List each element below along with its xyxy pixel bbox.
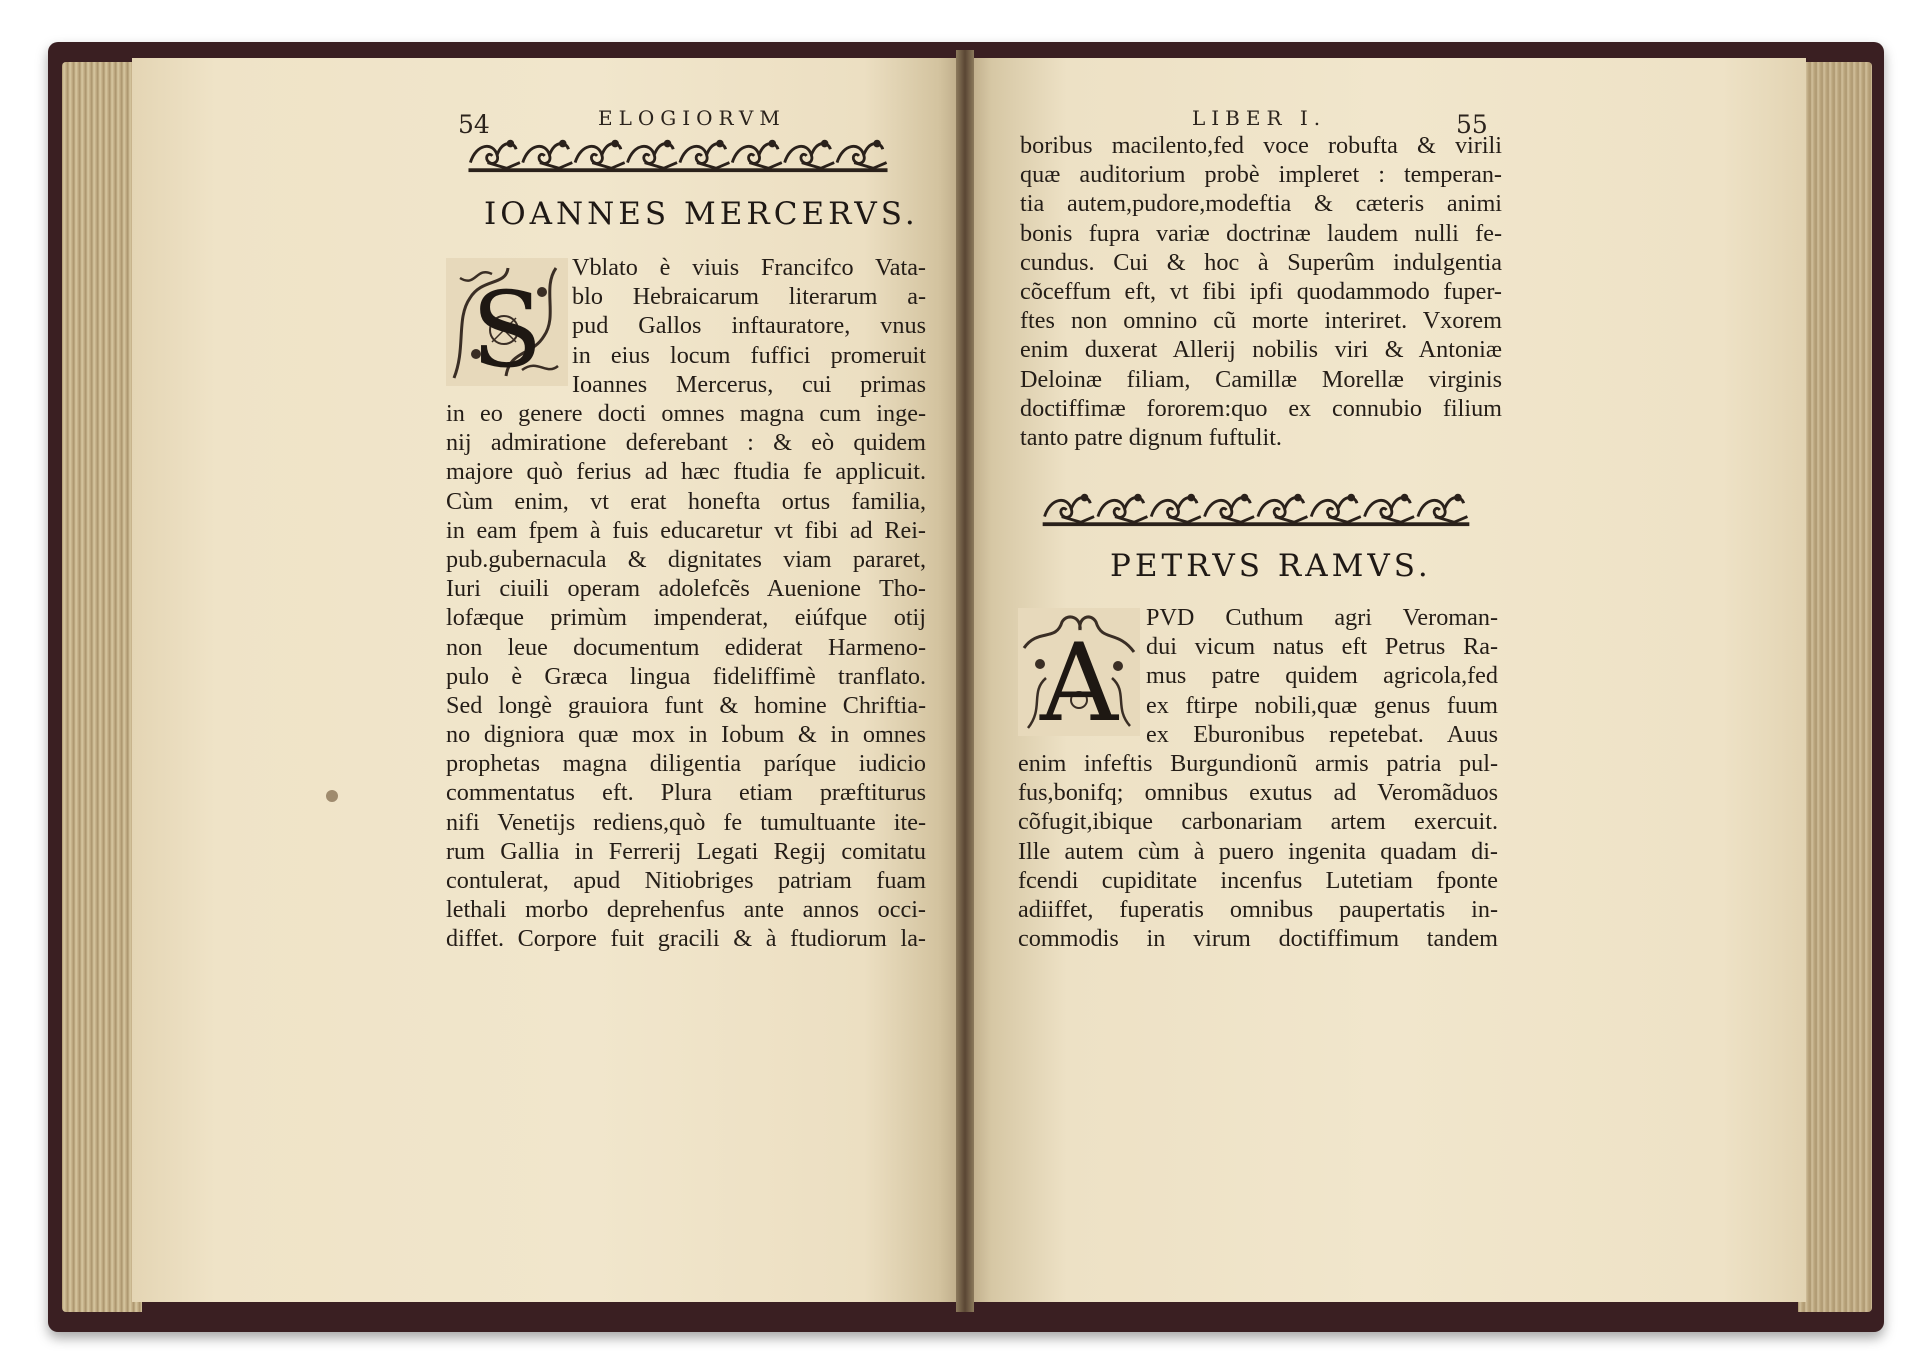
text-line: rum Gallia in Ferrerij Legati Regij comitatu [446, 837, 926, 865]
left-page-number: 54 [458, 110, 490, 139]
paper-stain [326, 790, 338, 802]
text-line: ex Eburonibus repetebat. Auus [1146, 720, 1498, 748]
text-line: adiiffet, fuperatis omnibus paupertatis in- [1018, 895, 1498, 923]
text-line: boribus macilento,fed voce robufta & virili [1020, 132, 1502, 159]
drop-cap-s-letter: S [471, 269, 543, 386]
text-line: dui vicum natus eft Petrus Ra- [1146, 633, 1498, 661]
text-line: pub.gubernacula & dignitates viam pararet, [446, 545, 926, 573]
text-line: ex ftirpe nobili,quæ genus fuum [1146, 691, 1498, 719]
text-line: lofæque primùm impenderat, eiúfque otij [446, 604, 926, 632]
text-line: Iuri ciuili operam adolefcẽs Auenione Tho- [446, 575, 926, 603]
text-line: Deloinæ filiam, Camillæ Morellæ virginis [1020, 365, 1502, 393]
text-line: enim duxerat Allerij nobilis viri & Antoniæ [1020, 336, 1502, 364]
left-running-head: ELOGIORVM [598, 106, 786, 130]
text-line: pud Gallos inftauratore, vnus [572, 312, 926, 340]
text-line: commentatus eft. Plura etiam præftiturus [446, 779, 926, 807]
text-line: Vblato è viuis Francifco Vata- [572, 254, 926, 281]
text-line: enim infeftis Burgundionũ armis patria pul- [1018, 750, 1498, 777]
text-line: tia autem,pudore,modeftia & cæteris animi [1020, 190, 1502, 218]
text-line: bonis fupra variæ doctrinæ laudem nulli fe- [1020, 219, 1502, 247]
left-text-indented [572, 253, 926, 399]
text-line: commodis in virum doctiffimum tandem [1018, 925, 1498, 953]
drop-cap-a [1018, 608, 1140, 736]
text-line: nij admiratione deferebant : & eò quidem [446, 429, 926, 457]
text-line: PVD Cuthum agri Veroman- [1146, 604, 1498, 631]
drop-cap-a-letter: A [1040, 621, 1118, 736]
left-fore-edge [62, 62, 142, 1312]
text-line: nifi Venetijs rediens,quò fe tumultuante ite- [446, 808, 926, 836]
right-text-top [1020, 131, 1502, 452]
text-line: cundus. Cui & hoc à Superûm indulgentia [1020, 248, 1502, 276]
text-line: Cùm enim, vt erat honefta ortus familia, [446, 487, 926, 515]
text-line: pulo è Græca lingua fideliffimè tranflato. [446, 662, 926, 690]
text-line: prophetas magna diligentia paríque iudicio [446, 750, 926, 778]
text-line: fcendi cupiditate incenfus Lutetiam fponte [1018, 866, 1498, 894]
text-line: contulerat, apud Nitiobriges patriam fuam [446, 867, 926, 894]
left-page-heading: IOANNES MERCERVS. [484, 196, 919, 232]
right-text-indented [1146, 603, 1498, 749]
text-line: no digniora quæ mox in Iobum & in omnes [446, 721, 926, 749]
text-line: tanto patre dignum fuftulit. [1020, 423, 1282, 451]
right-page-number: 55 [1456, 110, 1488, 139]
text-line: non leue documentum ediderat Harmeno- [446, 633, 926, 661]
text-line: cõceffum eft, vt fibi ipfi quodammodo fuper- [1020, 277, 1502, 305]
right-page-heading: PETRVS RAMVS. [1110, 548, 1432, 584]
text-line: cõfugit,ibique carbonariam artem exercuit. [1018, 808, 1498, 836]
text-line: blo Hebraicarum literarum a- [572, 283, 926, 311]
text-line: in eius locum fuffici promeruit [572, 341, 926, 369]
text-line: in eam fpem à fuis educaretur vt fibi ad Rei- [446, 516, 926, 544]
text-line: doctiffimæ fororem:quo ex connubio filium [1020, 394, 1502, 422]
left-text-body [446, 399, 926, 954]
text-line: Ioannes Mercerus, cui primas [572, 370, 926, 398]
text-line: diffet. Corpore fuit gracili & à ftudiorum la- [446, 925, 926, 953]
text-line: lethali morbo deprehenfus ante annos occi- [446, 896, 926, 924]
text-line: Sed longè grauiora funt & homine Chriftia- [446, 691, 926, 719]
text-line: in eo genere docti omnes magna cum inge- [446, 400, 926, 427]
text-line: mus patre quidem agricola,fed [1146, 662, 1498, 690]
right-running-head: LIBER I. [1192, 106, 1327, 130]
right-fore-edge [1798, 62, 1872, 1312]
right-text-body [1018, 749, 1498, 953]
text-line: quæ auditorium probè impleret : temperan- [1020, 161, 1502, 189]
right-ornament-band [1032, 488, 1480, 528]
text-line: ftes non omnino cũ morte interiret. Vxorem [1020, 307, 1502, 335]
text-line: Ille autem cùm à puero ingenita quadam di- [1018, 837, 1498, 865]
book-gutter [956, 50, 974, 1312]
text-line: majore quò ferius ad hæc ftudia fe applicuit. [446, 458, 926, 486]
left-ornament-band [458, 134, 898, 174]
drop-cap-s [446, 258, 568, 386]
text-line: fus,bonifq; omnibus exutus ad Veromãduos [1018, 779, 1498, 807]
